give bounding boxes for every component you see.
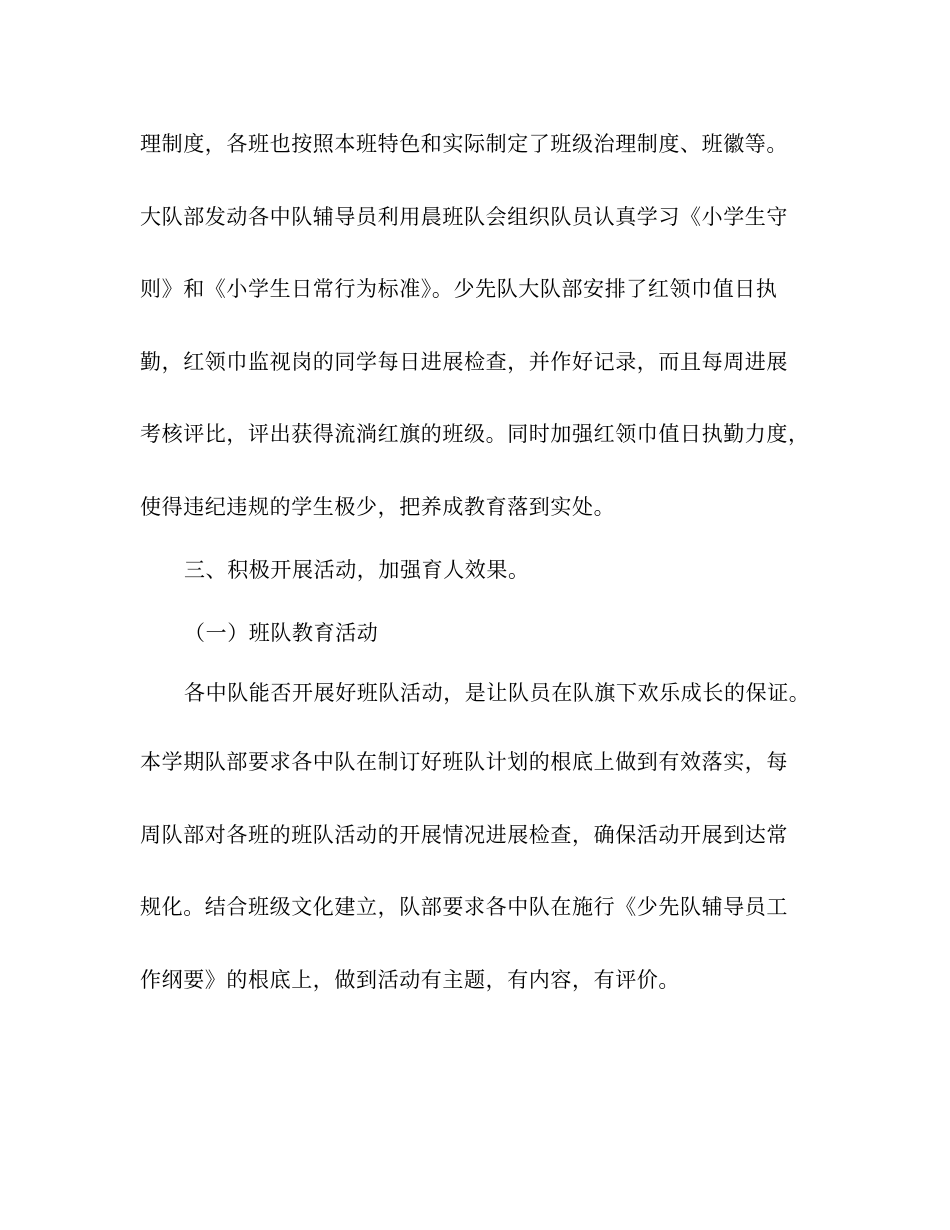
text-line-2: 大队部发动各中队辅导员利用晨班队会组织队员认真学习《小学生守 (140, 205, 788, 229)
paragraph-line-5: 作纲要》的根底上，做到活动有主题，有内容，有评价。 (140, 968, 680, 992)
text-line-4: 勤，红领巾监视岗的同学每日进展检查，并作好记录，而且每周进展 (140, 350, 788, 374)
text-line-1: 理制度，各班也按照本班特色和实际制定了班级治理制度、班徽等。 (140, 132, 788, 156)
section-heading: 三、积极开展活动，加强育人效果。 (184, 558, 530, 582)
text-line-6: 使得违纪违规的学生极少，把养成教育落到实处。 (140, 495, 616, 519)
subsection-heading: （一）班队教育活动 (184, 621, 379, 645)
text-line-5: 考核评比，评出获得流淌红旗的班级。同时加强红领巾值日执勤力度， (140, 422, 810, 446)
paragraph-line-1: 各中队能否开展好班队活动，是让队员在队旗下欢乐成长的保证。 (184, 681, 811, 705)
paragraph-line-3: 周队部对各班的班队活动的开展情况进展检查，确保活动开展到达常 (140, 823, 788, 847)
paragraph-line-2: 本学期队部要求各中队在制订好班队计划的根底上做到有效落实，每 (140, 750, 788, 774)
text-line-3: 则》和《小学生日常行为标准》。少先队大队部安排了红领巾值日执 (140, 277, 778, 301)
paragraph-line-4: 规化。结合班级文化建立，队部要求各中队在施行《少先队辅导员工 (140, 895, 788, 919)
